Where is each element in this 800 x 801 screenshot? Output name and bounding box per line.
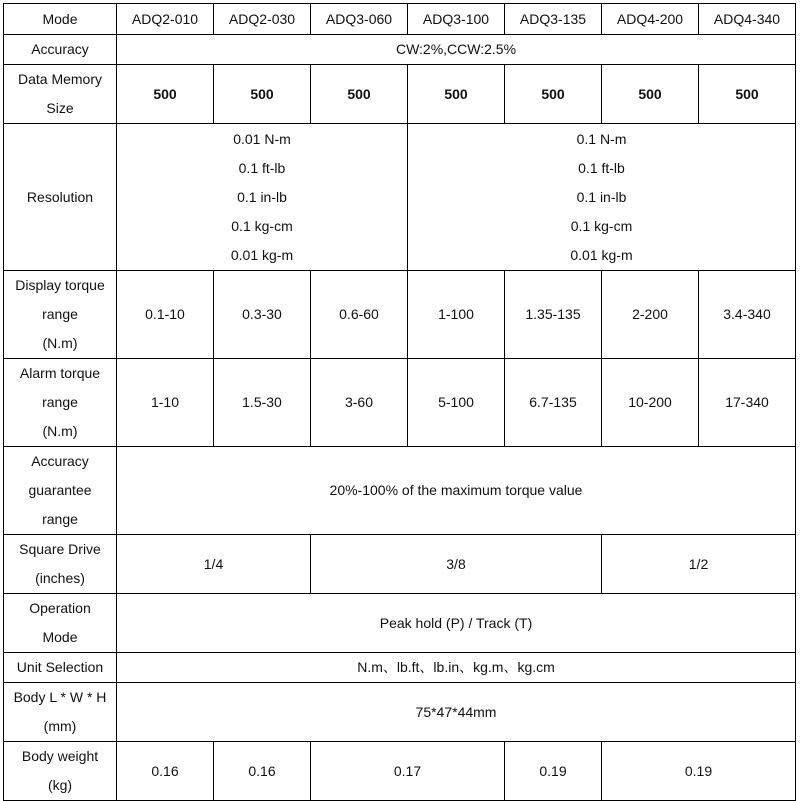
accuracy-guarantee-row bbox=[4, 447, 796, 535]
accuracy-row bbox=[4, 35, 796, 65]
body-dims-row bbox=[4, 683, 796, 742]
model-header: ADQ3-060 bbox=[311, 4, 408, 35]
display-torque-value: 1.35-135 bbox=[505, 271, 602, 359]
row-label: Data Memory Size bbox=[4, 65, 117, 124]
row-label: Resolution bbox=[4, 124, 117, 271]
row-label: Operation Mode bbox=[4, 594, 117, 653]
resolution-group-a bbox=[117, 124, 408, 271]
display-torque-value: 3.4-340 bbox=[699, 271, 796, 359]
alarm-torque-value: 17-340 bbox=[699, 359, 796, 447]
display-torque-value: 0.1-10 bbox=[117, 271, 214, 359]
accuracy-guarantee-value: 20%-100% of the maximum torque value bbox=[117, 447, 796, 535]
row-label: Accuracy guarantee range bbox=[4, 447, 117, 535]
memory-value: 500 bbox=[408, 65, 505, 124]
memory-value: 500 bbox=[505, 65, 602, 124]
resolution-value: 0.1 in-lb bbox=[576, 188, 627, 205]
model-header: ADQ4-340 bbox=[699, 4, 796, 35]
resolution-value: 0.01 N-m bbox=[233, 130, 291, 147]
display-torque-value: 1-100 bbox=[408, 271, 505, 359]
operation-mode-value: Peak hold (P) / Track (T) bbox=[117, 594, 796, 653]
resolution-group-b bbox=[408, 124, 796, 271]
square-drive-value: 1/4 bbox=[117, 535, 311, 594]
model-header: ADQ3-135 bbox=[505, 4, 602, 35]
body-weight-value: 0.16 bbox=[214, 742, 311, 801]
body-weight-row bbox=[4, 742, 796, 801]
alarm-torque-value: 1.5-30 bbox=[214, 359, 311, 447]
alarm-torque-value: 1-10 bbox=[117, 359, 214, 447]
mode-label: Mode bbox=[4, 4, 117, 35]
memory-value: 500 bbox=[602, 65, 699, 124]
memory-value: 500 bbox=[311, 65, 408, 124]
square-drive-value: 3/8 bbox=[311, 535, 602, 594]
row-label: Display torque range (N.m) bbox=[4, 271, 117, 359]
display-torque-value: 0.6-60 bbox=[311, 271, 408, 359]
memory-value: 500 bbox=[699, 65, 796, 124]
row-label: Body L * W * H (mm) bbox=[4, 683, 117, 742]
square-drive-value: 1/2 bbox=[602, 535, 796, 594]
model-header: ADQ2-010 bbox=[117, 4, 214, 35]
alarm-torque-value: 10-200 bbox=[602, 359, 699, 447]
resolution-value: 0.01 kg-m bbox=[230, 246, 294, 263]
row-label: Accuracy bbox=[4, 35, 117, 65]
operation-mode-row bbox=[4, 594, 796, 653]
row-label: Unit Selection bbox=[4, 653, 117, 683]
model-header: ADQ3-100 bbox=[408, 4, 505, 35]
memory-value: 500 bbox=[214, 65, 311, 124]
alarm-torque-value: 6.7-135 bbox=[505, 359, 602, 447]
model-header: ADQ4-200 bbox=[602, 4, 699, 35]
data-memory-row bbox=[4, 65, 796, 124]
square-drive-row bbox=[4, 535, 796, 594]
display-torque-value: 2-200 bbox=[602, 271, 699, 359]
unit-selection-row bbox=[4, 653, 796, 683]
accuracy-value: CW:2%,CCW:2.5% bbox=[117, 35, 796, 65]
memory-value: 500 bbox=[117, 65, 214, 124]
alarm-torque-row bbox=[4, 359, 796, 447]
model-header: ADQ2-030 bbox=[214, 4, 311, 35]
row-label: Body weight (kg) bbox=[4, 742, 117, 801]
row-label: Square Drive (inches) bbox=[4, 535, 117, 594]
body-weight-value: 0.19 bbox=[505, 742, 602, 801]
alarm-torque-value: 3-60 bbox=[311, 359, 408, 447]
display-torque-value: 0.3-30 bbox=[214, 271, 311, 359]
resolution-value: 0.1 N-m bbox=[576, 130, 627, 147]
display-torque-row bbox=[4, 271, 796, 359]
body-weight-value: 0.17 bbox=[311, 742, 505, 801]
resolution-value: 0.1 ft-lb bbox=[238, 159, 286, 176]
alarm-torque-value: 5-100 bbox=[408, 359, 505, 447]
resolution-value: 0.1 ft-lb bbox=[578, 159, 625, 176]
body-dims-value: 75*47*44mm bbox=[117, 683, 796, 742]
row-label: Alarm torque range (N.m) bbox=[4, 359, 117, 447]
body-weight-value: 0.19 bbox=[602, 742, 796, 801]
resolution-value: 0.01 kg-m bbox=[570, 246, 633, 263]
resolution-row bbox=[4, 124, 796, 271]
resolution-value: 0.1 kg-cm bbox=[570, 217, 633, 234]
unit-selection-value: N.m、lb.ft、lb.in、kg.m、kg.cm bbox=[117, 653, 796, 683]
resolution-value: 0.1 in-lb bbox=[237, 188, 287, 205]
spec-table bbox=[3, 3, 796, 801]
body-weight-value: 0.16 bbox=[117, 742, 214, 801]
resolution-value: 0.1 kg-cm bbox=[231, 217, 293, 234]
header-row bbox=[4, 4, 796, 35]
